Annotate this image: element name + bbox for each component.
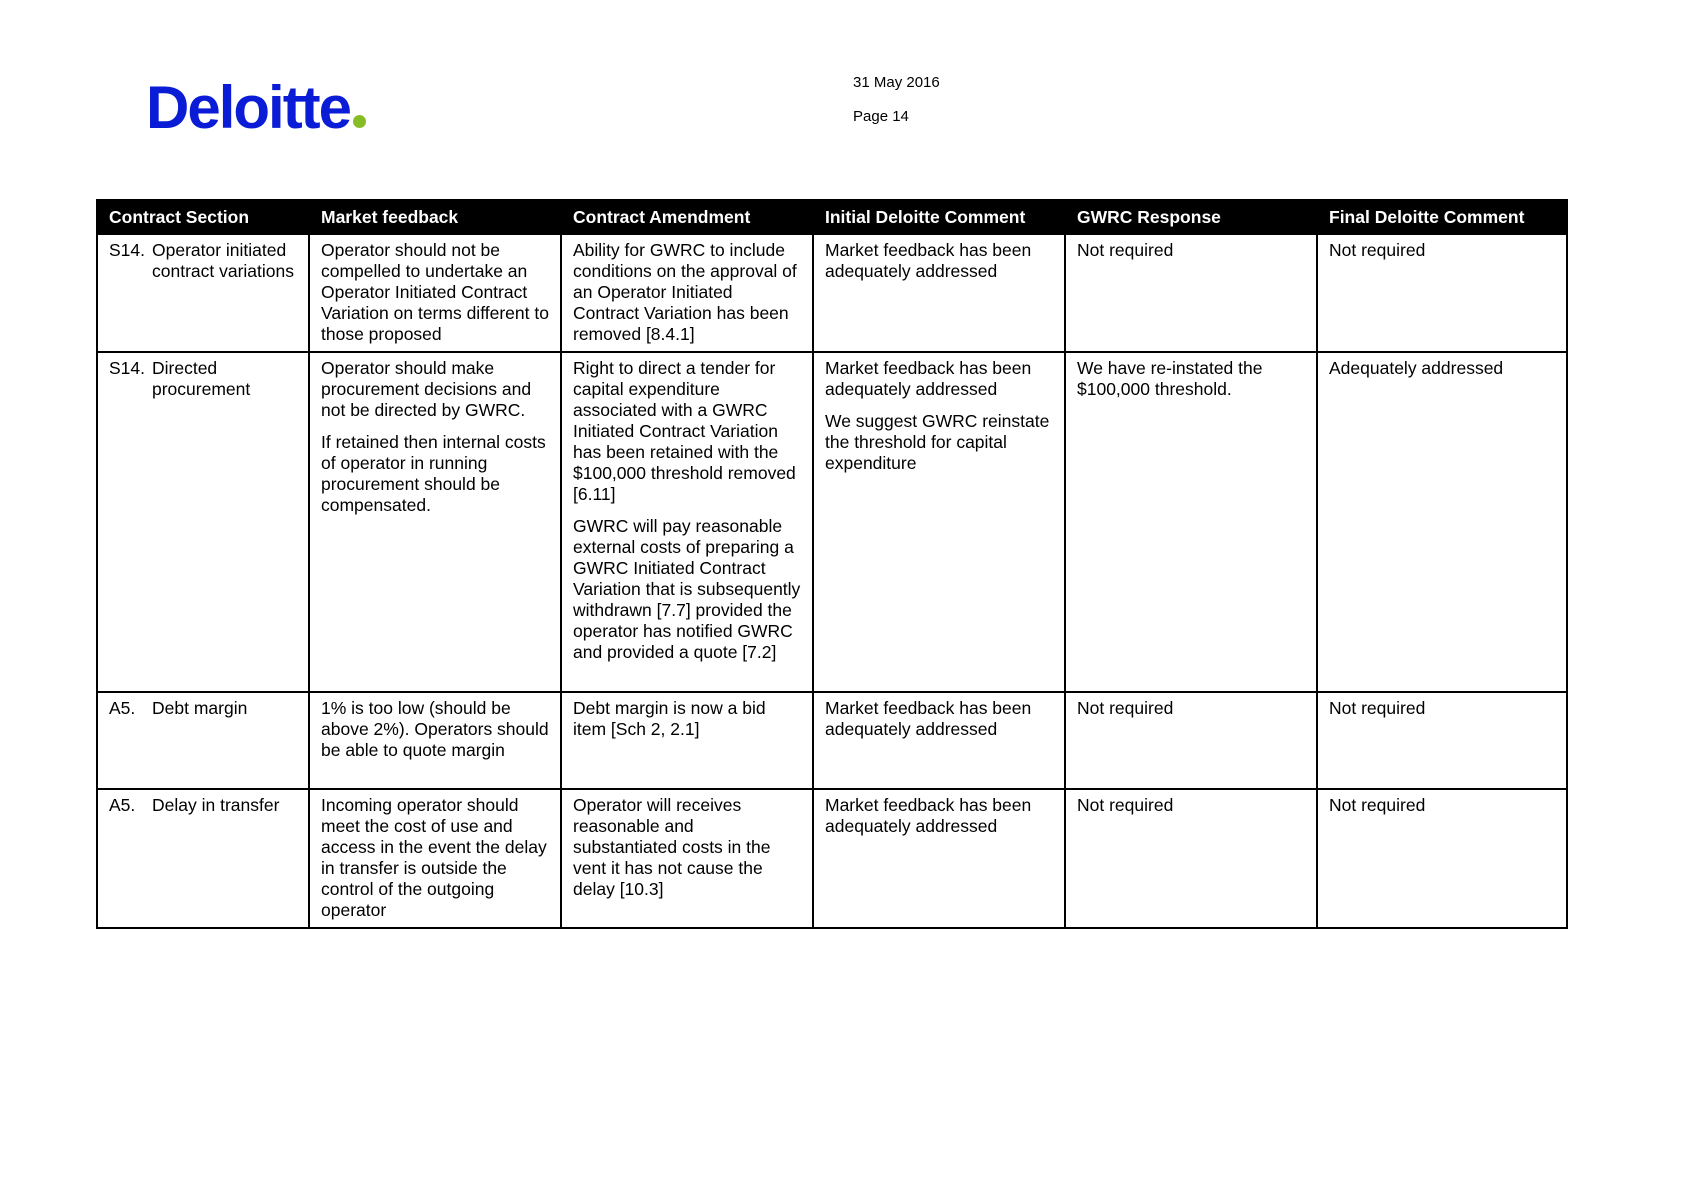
section-code: A5. <box>109 698 136 718</box>
cell-paragraph: We suggest GWRC reinstate the threshold for capital expenditure <box>825 411 1050 473</box>
market-feedback-cell <box>309 234 561 352</box>
final-comment-cell <box>1317 352 1567 692</box>
initial-comment-cell <box>813 352 1065 692</box>
logo-green-dot <box>353 115 366 128</box>
section-title: Operator initiated contract variations <box>152 240 295 281</box>
column-header-market-feedback: Market feedback <box>309 200 561 234</box>
contract-amendment-cell <box>561 789 813 928</box>
initial-comment-cell <box>813 692 1065 789</box>
table-row <box>97 789 1567 928</box>
logo-text: Deloitte <box>146 74 351 141</box>
contract-amendments-table <box>96 199 1568 929</box>
contract-amendment-cell <box>561 692 813 789</box>
table-row <box>97 352 1567 692</box>
section-title: Debt margin <box>152 698 248 718</box>
cell-paragraph: Not required <box>1077 698 1174 718</box>
table-row <box>97 234 1567 352</box>
final-comment-cell <box>1317 692 1567 789</box>
cell-paragraph: Not required <box>1077 795 1174 815</box>
cell-paragraph: Operator should not be compelled to undertake an Operator Initiated Contract Variation on terms different to those proposed <box>321 240 549 344</box>
section-title: Directed procurement <box>152 358 251 399</box>
column-header-initial-deloitte-comment: Initial Deloitte Comment <box>813 200 1065 234</box>
cell-paragraph: Ability for GWRC to include conditions on the approval of an Operator Initiated Contract Variation has been removed [8.4.1] <box>573 240 797 344</box>
contract-section-cell <box>97 692 309 789</box>
final-comment-cell <box>1317 789 1567 928</box>
section-code: S14. <box>109 358 145 378</box>
document-date: 31 May 2016 <box>853 74 940 91</box>
cell-paragraph: Not required <box>1077 240 1174 260</box>
gwrc-response-cell <box>1065 692 1317 789</box>
column-header-contract-section: Contract Section <box>97 200 309 234</box>
gwrc-response-cell <box>1065 352 1317 692</box>
column-header-contract-amendment: Contract Amendment <box>561 200 813 234</box>
cell-paragraph: Debt margin is now a bid item [Sch 2, 2.1] <box>573 698 766 739</box>
cell-paragraph: Right to direct a tender for capital expenditure associated with a GWRC Initiated Contract Variation has been retained with the $100,000 threshold removed [6.11] <box>573 358 796 504</box>
column-header-final-deloitte-comment: Final Deloitte Comment <box>1317 200 1567 234</box>
cell-paragraph: If retained then internal costs of operator in running procurement should be compensated. <box>321 432 546 515</box>
cell-paragraph: Market feedback has been adequately addressed <box>825 358 1032 399</box>
market-feedback-cell <box>309 352 561 692</box>
cell-paragraph: Adequately addressed <box>1329 358 1504 378</box>
section-code: S14. <box>109 240 145 260</box>
column-header-gwrc-response: GWRC Response <box>1065 200 1317 234</box>
market-feedback-cell <box>309 692 561 789</box>
initial-comment-cell <box>813 789 1065 928</box>
cell-paragraph: GWRC will pay reasonable external costs of preparing a GWRC Initiated Contract Variation that is subsequently withdrawn [7.7] provided the operator has notified GWRC and provided a quote [7.2] <box>573 516 801 662</box>
section-code: A5. <box>109 795 136 815</box>
cell-paragraph: Operator will receives reasonable and substantiated costs in the vent it has not cause the delay [10.3] <box>573 795 771 899</box>
cell-paragraph: We have re-instated the $100,000 threshold. <box>1077 358 1263 399</box>
contract-amendment-cell <box>561 234 813 352</box>
cell-paragraph: Incoming operator should meet the cost of use and access in the event the delay in transfer is outside the control of the outgoing operator <box>321 795 547 920</box>
cell-paragraph: Operator should make procurement decisions and not be directed by GWRC. <box>321 358 532 420</box>
deloitte-logo <box>146 74 366 141</box>
cell-paragraph: Not required <box>1329 698 1426 718</box>
section-title: Delay in transfer <box>152 795 280 815</box>
cell-paragraph: Market feedback has been adequately addressed <box>825 795 1032 836</box>
table-row <box>97 692 1567 789</box>
table-header-row <box>97 200 1567 234</box>
contract-section-cell <box>97 234 309 352</box>
gwrc-response-cell <box>1065 234 1317 352</box>
contract-amendment-cell <box>561 352 813 692</box>
cell-paragraph: Market feedback has been adequately addressed <box>825 698 1032 739</box>
page-number: Page 14 <box>853 108 909 125</box>
cell-paragraph: Not required <box>1329 240 1426 260</box>
gwrc-response-cell <box>1065 789 1317 928</box>
contract-section-cell <box>97 789 309 928</box>
final-comment-cell <box>1317 234 1567 352</box>
initial-comment-cell <box>813 234 1065 352</box>
cell-paragraph: Market feedback has been adequately addressed <box>825 240 1032 281</box>
contract-section-cell <box>97 352 309 692</box>
cell-paragraph: 1% is too low (should be above 2%). Operators should be able to quote margin <box>321 698 549 760</box>
cell-paragraph: Not required <box>1329 795 1426 815</box>
market-feedback-cell <box>309 789 561 928</box>
